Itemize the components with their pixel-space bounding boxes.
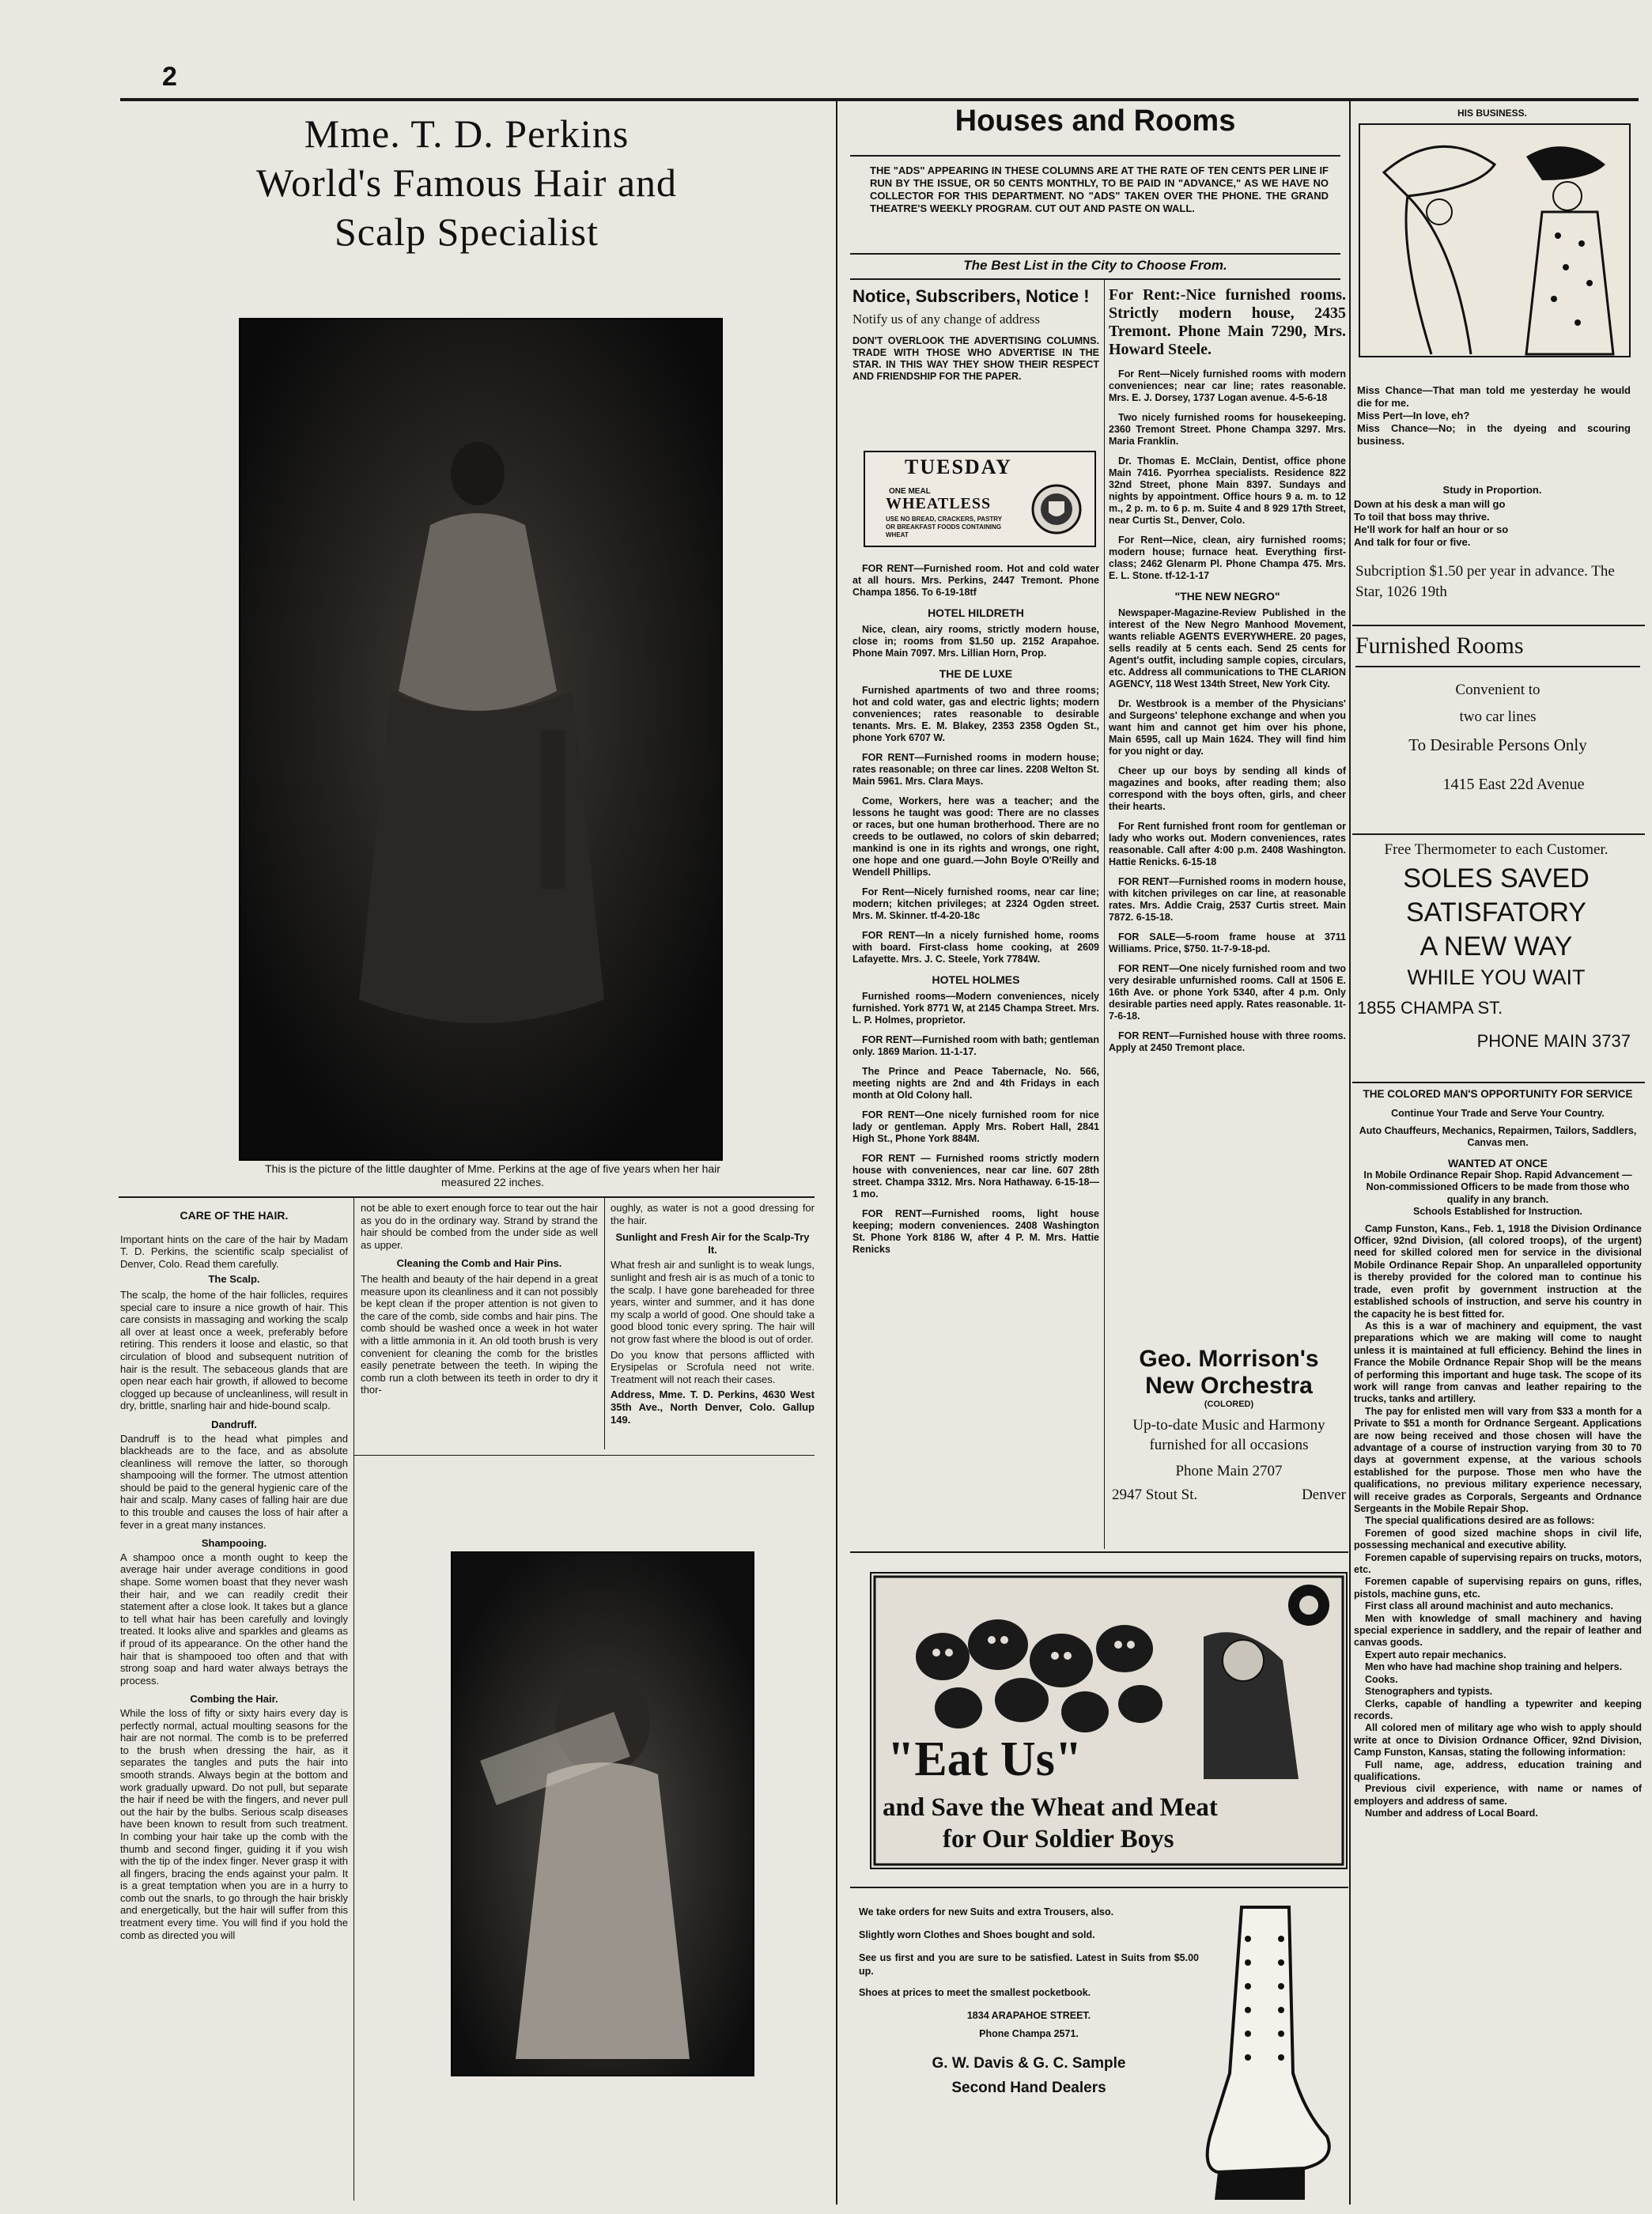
opportunity-p13: Stenographers and typists. — [1365, 1686, 1493, 1698]
opportunity-sub2: Auto Chauffeurs, Mechanics, Repairmen, Tailors, Saddlers, Canvas men. — [1359, 1124, 1637, 1149]
furnished-line3: To Desirable Persons Only — [1408, 735, 1587, 754]
morrison-city: Denver — [1302, 1487, 1346, 1503]
soles-ad — [1354, 841, 1639, 1052]
notice-subscribers-title: Notice, Subscribers, Notice ! — [852, 286, 1090, 306]
center-column-rule — [836, 101, 837, 2205]
classified-ad: Furnished rooms—Modern conveniences, nicely furnished. York 8771 W, at 2145 Champa Street. Mrs. L. P. Holmes, proprietor. — [852, 991, 1099, 1026]
article-title: CARE OF THE HAIR. — [180, 1209, 289, 1222]
free-thermometer: Free Thermometer to each Customer. — [1384, 841, 1609, 858]
classified-heading: THE DE LUXE — [939, 667, 1013, 680]
opportunity-p14: Clerks, capable of handling a typewriter and keeping records. — [1354, 1698, 1642, 1721]
heading-combing: Combing the Hair. — [190, 1693, 278, 1706]
eat-us-ad — [870, 1572, 1348, 1869]
classifieds-title-rule — [850, 155, 1340, 157]
classified-ad: Two nicely furnished rooms for housekeeping. 2360 Tremont Street. Phone Champa 3297. Mrs. Maria Franklin. — [1109, 412, 1346, 447]
morrison-address: 2947 Stout St. — [1112, 1487, 1198, 1503]
classified-ad: Newspaper-Magazine-Review Published in the interest of the New Negro Manhood Movement, wants reliable AGENTS EVERYWHERE. 20 pages, sells readily at 5 cents each. Send 25 cents for Agent's outfit, including sample copies, circulars, etc. Address all communications to THE CLARION AGENCY, 118 West 134th Street, New York City. — [1109, 607, 1346, 690]
opportunity-title: THE COLORED MAN'S OPPORTUNITY FOR SERVICE — [1363, 1088, 1633, 1100]
perkins-title-line1: Mme. T. D. Perkins — [304, 111, 629, 156]
classified-heading: "THE NEW NEGRO" — [1174, 590, 1280, 603]
morrison-address-row — [1112, 1487, 1346, 1504]
perkins-title-line2: World's Famous Hair and — [255, 161, 678, 205]
classifieds-title: Houses and Rooms — [955, 104, 1236, 138]
morrison-name: Geo. Morrison's — [1139, 1346, 1319, 1372]
top-rule — [120, 98, 1639, 101]
opportunity-p17: Previous civil experience, with name or names of employers and address of same. — [1354, 1783, 1642, 1807]
classified-ad: For Rent—Nice, clean, airy furnished rooms; modern house; furnace heat. Everything first-class; 2462 Glenarm Pl. Phone Champa 475. Mrs. E. L. Stone. tf-12-1-17 — [1109, 535, 1346, 581]
eat-us-line2: and Save the Wheat and Meat — [883, 1793, 1218, 1822]
tuesday-title: TUESDAY — [905, 455, 1012, 478]
article-intro: Important hints on the care of the hair by Madam T. D. Perkins, the scientific scalp specialist of Denver, Colo. Read them carefully. — [120, 1233, 348, 1270]
perkins-title — [119, 109, 815, 256]
furnished-top-rule — [1352, 625, 1645, 626]
davis-street: 1834 ARAPAHOE STREET. — [966, 2010, 1091, 2021]
classified-ad: Dr. Westbrook is a member of the Physicians' and Surgeons' telephone exchange and when you want him and cannot get him over his phone, Main 6595, call up Main 1624. They will find him for you night or day. — [1109, 698, 1346, 757]
opportunity-p10: Expert auto repair mechanics. — [1365, 1649, 1506, 1660]
opportunity-p4: The special qualifications desired are as follows: — [1365, 1515, 1595, 1527]
opportunity-article — [1354, 1088, 1642, 1820]
para-col2-continued: not be able to exert enough force to tear out the hair as you do in the ordinary way. Strand by strand the hair should be combed from the under side as well as upper. — [361, 1202, 598, 1251]
classified-ad: FOR RENT—In a nicely furnished home, rooms with board. First-class home cooking, at 2609 Lafayette. Mrs. J. C. Steele, York 7784W. — [852, 930, 1099, 965]
davis-dealers: Second Hand Dealers — [951, 2080, 1106, 2096]
cartoon-drawing — [1360, 125, 1629, 356]
classified-ad: For Rent—Nicely furnished rooms, near car line; modern; kitchen privileges; at 2324 Ogden street. Mrs. M. Skinner. tf-4-20-18c — [852, 886, 1099, 921]
heading-shampooing: Shampooing. — [201, 1537, 267, 1550]
soles-phone: PHONE MAIN 3737 — [1476, 1031, 1631, 1051]
opportunity-p12: Cooks. — [1365, 1673, 1398, 1685]
classified-ad: For Rent furnished front room for gentleman or lady who works out. Modern conveniences, rates reasonable. Call after 4:00 p.m. 2408 Washington. Hattie Renicks. 6-15-18 — [1109, 821, 1346, 867]
soles-address: 1855 CHAMPA ST. — [1357, 998, 1503, 1018]
opportunity-p7: Foremen capable of supervising repairs on guns, rifles, pistols, machine guns, etc. — [1354, 1576, 1642, 1600]
para-dandruff: Dandruff is to the head what pimples and blackheads are to the face, and as absolute cleanliness will remove the latter, so thorough shampooing will the former. The utmost attention should be paid to the general hygienic care of the hair and scalp. Many cases of falling hair are due to this trouble and causes the loss of hair after a fever in a great many instances. — [120, 1432, 348, 1531]
furnished-rooms-title: Furnished Rooms — [1355, 633, 1524, 659]
second-photo — [451, 1551, 754, 2076]
furnished-address: 1415 East 22d Avenue — [1442, 776, 1585, 793]
opportunity-p5: Foremen of good sized machine shops in civil life, possessing mechanical and executive ability. — [1354, 1527, 1642, 1551]
notice-subscribers-box — [852, 286, 1099, 383]
davis-text-2: Slightly worn Clothes and Shoes bought and sold. — [859, 1929, 1095, 1940]
classified-ad: FOR RENT—Furnished rooms in modern house; rates reasonable; on three car lines. 2208 Welton St. Main 5961. Mrs. Clara Mays. — [852, 752, 1099, 787]
classified-ad: Dr. Thomas E. McClain, Dentist, office phone Main 7416. Pyorrhea specialists. Residence 822 32nd Street, phone Main 8397. Sundays and nights by appointment. Office hours 9 a. m. to 12 m., 2 p. m. to 6 p. m. Suite 4 and 8 929 17th Street, near Curtis St., Denver, Colo. — [1109, 455, 1346, 526]
daughter-photo — [239, 318, 723, 1161]
classified-ad: FOR RENT—Furnished house with three rooms. Apply at 2450 Tremont place. — [1109, 1030, 1346, 1053]
best-list-rule — [850, 278, 1340, 280]
notify-line: Notify us of any change of address — [852, 312, 1040, 327]
classified-ad: Cheer up our boys by sending all kinds of magazines and books, after reading them; also correspond with the boys often, girls, and cheer their hearts. — [1109, 765, 1346, 812]
nice-furnished-rooms-ad: For Rent:-Nice furnished rooms. Strictly modern house, 2435 Tremont. Phone Main 7290, Mrs. Howard Steele. — [1109, 286, 1346, 358]
article-col-rule-1 — [353, 1196, 354, 2201]
article-column-3 — [611, 1202, 815, 1426]
article-column-1 — [120, 1210, 348, 1941]
photo-caption: This is the picture of the little daughter of Mme. Perkins at the age of five years when her hair measured 22 inches. — [265, 1162, 720, 1188]
opportunity-p9: Men with knowledge of small machinery and having special experience in saddlery, and the repair of leather and canvas goods. — [1354, 1612, 1642, 1649]
daughter-photo-image — [240, 319, 721, 1159]
para-scalp: The scalp, the home of the hair follicles, requires special care to insure a nice growth of hair. This care consists in massaging and working the scalp all over at least once a week, preferably before retiring. This renders it loose and elastic, so that circulation of blood and subsequent nutrition of hair is the result. The sebaceous glands that are open near each hair growth, if allowed to become clogged up because of uncleanliness, will result in dry, brittle, snarling hair and hide-bound scalp. — [120, 1288, 348, 1412]
dont-overlook-notice: DON'T OVERLOOK THE ADVERTISING COLUMNS. TRADE WITH THOSE WHO ADVERTISE IN THE STAR. IN THIS WAY THEY SHOW THEIR RESPECT AND FRIENDSHIP FOR THE PAPER. — [852, 335, 1099, 382]
best-list-banner: The Best List in the City to Choose From. — [963, 258, 1227, 273]
page-number: 2 — [162, 62, 177, 92]
classified-ad: Nice, clean, airy rooms, strictly modern house, close in; rooms from $1.50 up. 2152 Arapahoe. Phone Main 7097. Mrs. Lillian Horn, Prop. — [852, 624, 1099, 659]
classified-ad: FOR RENT—Furnished rooms, light house keeping; modern conveniences. 2408 Washington St. Phone York 8186 W, after 4 P. M. Mrs. Hattie Renicks — [852, 1208, 1099, 1255]
article-column-2 — [361, 1202, 598, 1396]
right-classified-list — [1109, 368, 1346, 1054]
second-photo-image — [452, 1553, 753, 2075]
one-meal-label: ONE MEAL — [889, 487, 931, 496]
study-poem: Down at his desk a man will go To toil that boss may thrive. He'll work for half an hour or so And talk for four or five. — [1354, 498, 1509, 548]
classified-ad: FOR RENT—Furnished room with bath; gentleman only. 1869 Marion. 11-1-17. — [852, 1034, 1099, 1057]
subscription-note: Subcription $1.50 per year in advance. The Star, 1026 19th — [1355, 563, 1615, 600]
eat-us-illustration — [871, 1574, 1346, 1868]
morrison-orchestra-ad — [1112, 1346, 1346, 1504]
davis-names: G. W. Davis & G. C. Sample — [932, 2055, 1126, 2072]
soles-line2: SATISFATORY — [1406, 897, 1586, 928]
classified-ad: FOR RENT—Furnished room. Hot and cold water at all hours. Mrs. Perkins, 2447 Tremont. Phone Champa 1856. To 6-19-18tf — [852, 563, 1099, 598]
para-cleaning: The health and beauty of the hair depend in a great measure upon its cleanliness and it can not possibly be kept clean if the proper attention is not given to the care of the comb, side combs and hair pins. The comb should be washed once a week in hot water with a little ammonia in it. An old tooth brush is very convenient for cleaning the comb for the bristles easily penetrate between the teeth. In wiping the comb run a cloth between its teeth in order to dry it thor- — [361, 1272, 598, 1396]
wanted-at-once: WANTED AT ONCE — [1448, 1156, 1548, 1169]
rates-notice: THE "ADS" APPEARING IN THESE COLUMNS ARE AT THE RATE OF TEN CENTS PER LINE IF RUN BY THE ISSUE, OR 50 CENTS MONTHLY, TO BE PAID IN "ADVANCE," AS WE HAVE NO COLLECTOR FOR THIS DEPARTMENT. NO "ADS" TAKEN OVER THE PHONE. THE GRAND THEATRE'S WEEKLY PROGRAM. CUT OUT AND PASTE ON WALL. — [870, 164, 1329, 214]
classifieds-right-column — [1109, 286, 1346, 1062]
classifieds-left-column — [852, 563, 1099, 1264]
furnished-title-rule — [1355, 666, 1640, 667]
article-col-rule-2 — [604, 1196, 605, 1449]
wanted-details: In Mobile Ordinance Repair Shop. Rapid Advancement — Non-commissioned Officers to be made from those who qualify in any branch. — [1363, 1169, 1632, 1205]
wheatless-label: WHEATLESS — [886, 495, 992, 512]
soles-line3: A NEW WAY — [1420, 931, 1573, 962]
opportunity-p2: As this is a war of machinery and equipment, the vast preparations which we are making will come to naught unless it is maintained at full efficiency. Behind the lines in France the Mobile Ordnance Repair Shop will be the means of performing this important and huge task. The scope of its work will range from canvas and leather repairing to the trucks, tanks and artillery. — [1354, 1320, 1642, 1405]
classified-ad: For Rent—Nicely furnished rooms with modern conveniences; near car line; rates reasonable. Mrs. E. J. Dorsey, 1737 Logan avenue. 4-5-6-18 — [1109, 368, 1346, 403]
classified-heading: HOTEL HOLMES — [932, 973, 1020, 986]
tuesday-wheatless-ad — [864, 451, 1096, 547]
davis-sample-ad — [859, 1906, 1199, 2095]
opportunity-top-rule — [1352, 1082, 1645, 1083]
perkins-title-line3: Scalp Specialist — [335, 210, 599, 254]
davis-text-1: We take orders for new Suits and extra Trousers, also. — [859, 1906, 1114, 1917]
para-combing: While the loss of fifty or sixty hairs every day is perfectly normal, actual moulting seasons for the hair are not normal. The comb is to be preferred to the brush when dressing the hair, as it separates the tangles and puts the hair into smooth strands. Always begin at the bottom and work gradually upward. Do not pull, but separate the hair if need be with the fingers, and never pull out the hair by the bulbs. Serious scalp diseases have been known to result from such treatment. In combing your hair take up the comb with the thumb and second finger, guiding it if you wish with the tip of the index finger. Never grasp it with all fingers, bracing the ends against your palm. It is a great temptation when you are in a hurry to comb out the snarls, to go through the hair briskly and energetically, but the hair will suffer from this treatment every time. You will find if you hold the comb as directed you will — [120, 1706, 348, 1941]
morrison-colored: (COLORED) — [1204, 1400, 1254, 1409]
classified-bottom-rule — [850, 1551, 1348, 1553]
cartoon-title: HIS BUSINESS. — [1457, 108, 1528, 119]
opportunity-p16: Full name, age, address, education training and qualifications. — [1354, 1759, 1642, 1782]
opportunity-p1: Camp Funston, Kans., Feb. 1, 1918 the Division Ordinance Officer, 92nd Division, (all colored troops), of the urgent) need for skilled colored men for service in the divisional Mobile Ordinance Repair Shop. An unparalleled opportunity is thereby provided for the colored man to continue his trade, even profit by government instruction at the established schools of instruction, and serve his country in the capacity he is best fitted for. — [1354, 1222, 1642, 1320]
perkins-address: Address, Mme. T. D. Perkins, 4630 West 35th Ave., North Denver, Colo. Gallup 149. — [611, 1388, 815, 1426]
cartoon-illustration — [1359, 123, 1631, 357]
right-column-rule — [1349, 101, 1351, 2205]
para-col3-continued: oughly, as water is not a good dressing for the hair. — [611, 1202, 815, 1226]
classified-split-rule — [1104, 280, 1105, 1549]
schools-established: Schools Established for Instruction. — [1413, 1206, 1582, 1218]
soles-line1: SOLES SAVED — [1403, 863, 1590, 894]
classified-heading: HOTEL HILDRETH — [928, 606, 1024, 619]
notice-rule — [850, 253, 1340, 255]
classified-ad: Furnished apartments of two and three rooms; hot and cold water, gas and electric lights; modern conveniences; rates reasonable to desirable tenants. Mrs. E. M. Blakey, 2353 2358 Ogden St., phone York 6707 W. — [852, 685, 1099, 743]
davis-text-4: Shoes at prices to meet the smallest pocketbook. — [859, 1987, 1091, 1998]
wheatless-sub: USE NO BREAD, CRACKERS, PASTRY OR BREAKFAST FOODS CONTAINING WHEAT — [886, 516, 1002, 538]
article-mid-rule — [354, 1455, 815, 1456]
opportunity-p15: All colored men of military age who wish to apply should write at once to Division Ordnance Officer, 92nd Division, Camp Funston, Kansas, stating the following information: — [1354, 1722, 1642, 1759]
study-title: Study in Proportion. — [1442, 484, 1542, 496]
classified-ad: FOR RENT—One nicely furnished room and two very desirable unfurnished rooms. Call at 1506 E. 16th Ave. or phone York 5340, after 4 p.m. Only desirable parties need apply. Rates reasonable. 1t-7-6-18. — [1109, 963, 1346, 1022]
para-shampooing: A shampoo once a month ought to keep the average hair under average conditions in good shape. Some women boast that they never wash their hair, and we can readily credit their statement after a close look. It takes but a glance to tell what hair has been carefully and lovingly treated. It looks alive and sparkles and gleams as if proud of its appearance. On the other hand the hair that is shampooed too often and that with strong soap and hard water always betrays the process. — [120, 1551, 348, 1687]
morrison-description: Up-to-date Music and Harmony furnished for all occasions — [1132, 1417, 1325, 1453]
furnished-rooms-ad — [1355, 633, 1640, 794]
soles-top-rule — [1352, 833, 1645, 835]
soles-line4: WHILE YOU WAIT — [1407, 965, 1586, 989]
food-administration-seal-icon — [1031, 484, 1082, 538]
morrison-orchestra-label: New Orchestra — [1145, 1373, 1313, 1399]
classified-ad: FOR RENT — Furnished rooms strictly modern house with conveniences, near car line. 607 28th street. Champa 3312. Mrs. Nora Hathaway. 6-15-18—1 mo. — [852, 1153, 1099, 1200]
heading-dandruff: Dandruff. — [211, 1418, 257, 1430]
classified-ad: FOR RENT—One nicely furnished room for nice lady or gentleman. Apply Mrs. Robert Hall, 2841 High St., Phone York 884M. — [852, 1109, 1099, 1144]
cartoon-caption: Miss Chance—That man told me yesterday he would die for me. Miss Pert—In love, eh? Miss Chance—No; in the dyeing and scouring business. — [1357, 384, 1631, 447]
classified-ad: FOR RENT—Furnished rooms in modern house, with kitchen privileges on car line, at reasonable rates. Mrs. Addie Craig, 2537 Curtis street. Main 7872. 6-15-18. — [1109, 876, 1346, 923]
para-sunlight: What fresh air and sunlight is to weak lungs, sunlight and fresh air is as much of a tonic to the scalp. I have gone bareheaded for three years, winter and summer, and it has done my scalp a world of good. One should take a good blood tonic every spring. The hair will not grow fast where the blood is out of order. — [611, 1259, 815, 1345]
opportunity-sub1: Continue Your Trade and Serve Your Country. — [1391, 1108, 1605, 1120]
heading-scalp: The Scalp. — [208, 1273, 260, 1286]
heading-sunlight: Sunlight and Fresh Air for the Scalp-Try It. — [615, 1231, 810, 1256]
opportunity-p6: Foremen capable of supervising repairs on trucks, motors, etc. — [1354, 1551, 1642, 1576]
boot-icon — [1186, 1899, 1336, 2212]
heading-cleaning: Cleaning the Comb and Hair Pins. — [396, 1257, 562, 1270]
classified-ad: Come, Workers, here was a teacher; and the lessons he taught was good: There are no classes or races, but one human brotherhood. There are no creeds to be outlawed, no colors of skin debarred; mankind is one in its rights and wrongs, one right, one hope and one guard.—John Boyle O'Reilly and Wendell Phillips. — [852, 795, 1099, 878]
article-top-rule — [119, 1196, 815, 1198]
eat-us-headline: "Eat Us" — [887, 1732, 1083, 1786]
opportunity-p3: The pay for enlisted men will vary from $33 a month for a Private to $51 a month for Ordnance Sergeant. Applications are now being received and those chosen will have the advantage of a course of instruction varying from 30 to 70 days at government expense, at the various schools established for the purpose. Those men who have the qualifications, no previous military experience necessary, will receive grades as Corporals, Sergeants and Ordnance Sergeants in the Mobile Repair Shop. — [1354, 1405, 1642, 1514]
classified-ad: The Prince and Peace Tabernacle, No. 566, meeting nights are 2nd and 4th Fridays in each month at Old Colony hall. — [852, 1066, 1099, 1101]
furnished-line1: Convenient to — [1455, 682, 1540, 698]
morrison-phone: Phone Main 2707 — [1175, 1463, 1283, 1479]
opportunity-p8: First class all around machinist and auto mechanics. — [1365, 1600, 1613, 1612]
opportunity-p18: Number and address of Local Board. — [1365, 1808, 1538, 1819]
davis-text-3: See us first and you are sure to be satisfied. Latest in Suits from $5.00 up. — [859, 1952, 1199, 1977]
para-erysipelas: Do you know that persons afflicted with Erysipelas or Scrofula need not write. Treatment will not reach their cases. — [611, 1348, 815, 1385]
eat-us-line3: for Our Soldier Boys — [943, 1825, 1174, 1853]
davis-top-rule — [850, 1887, 1348, 1888]
davis-phone: Phone Champa 2571. — [979, 2028, 1079, 2039]
classified-ad: FOR SALE—5-room frame house at 3711 Williams. Price, $750. 1t-7-9-18-pd. — [1109, 931, 1346, 954]
opportunity-p11: Men who have had machine shop training and helpers. — [1365, 1661, 1623, 1673]
furnished-line2: two car lines — [1459, 708, 1537, 725]
